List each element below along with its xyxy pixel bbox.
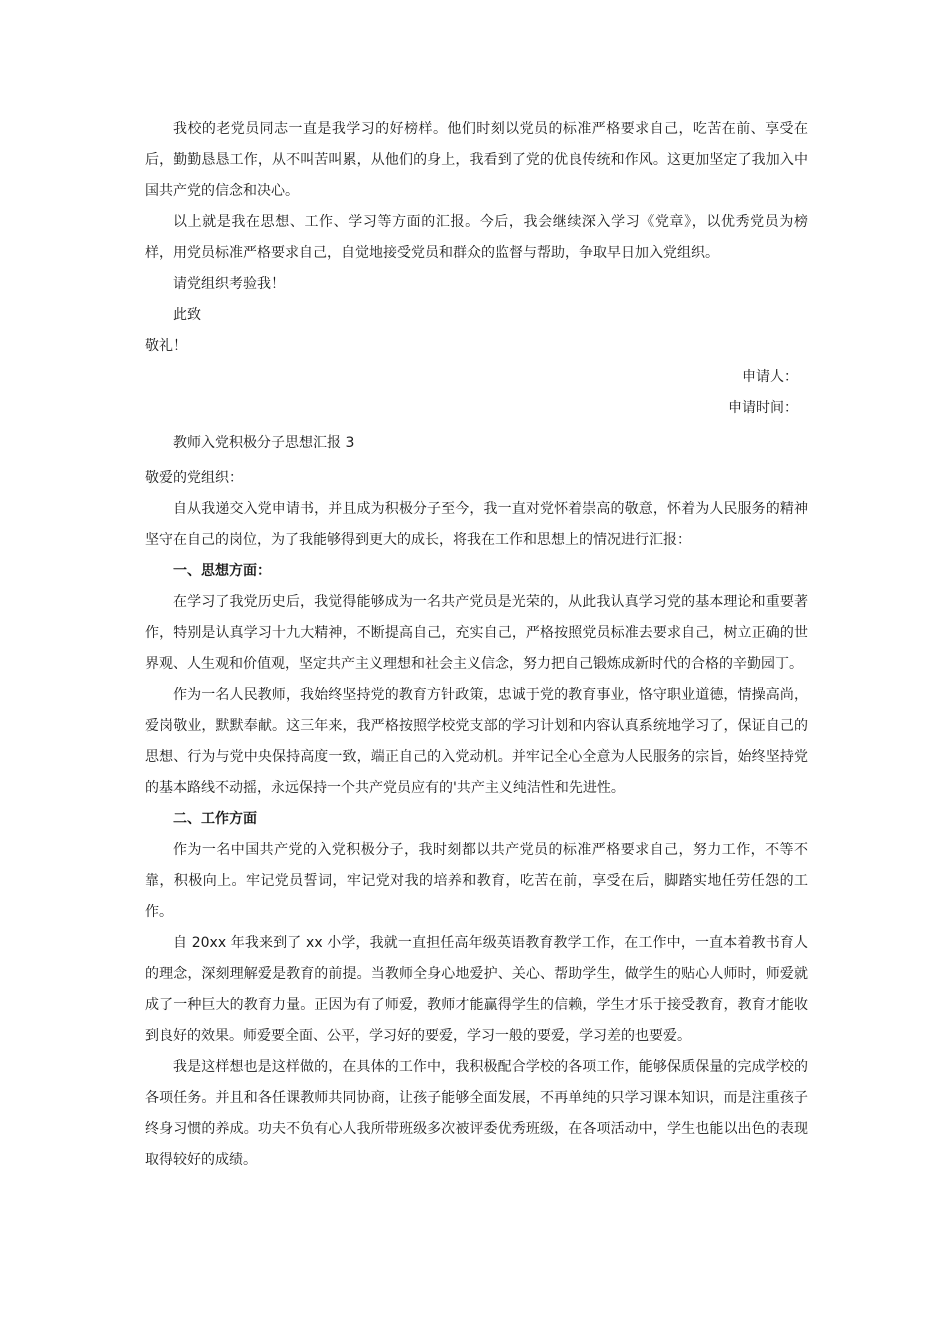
signature-date: 申请时间： [728, 400, 798, 416]
paragraph-work-3: 我是这样想也是这样做的，在具体的工作中，我积极配合学校的各项工作，能够保质保量的完成学校的各项任务。并且和各任课教师共同协商，让孩子能够全面发展，不再单纯的只学习课本知识，而是注重孩子终身习惯的养成。功夫不负有心人我所带班级多次被评委优秀班级，在各项活动中，学生也能以出色的表现取得较好的成绩。 [145, 1059, 808, 1168]
signature-applicant: 申请人： [742, 369, 798, 385]
paragraph-work-1: 作为一名中国共产党的入党积极分子，我时刻都以共产党员的标准严格要求自己，努力工作，不等不靠，积极向上。牢记党员誓词，牢记党对我的培养和教育，吃苦在前，享受在后，脚踏实地任劳任怨的工作。 [145, 842, 808, 920]
paragraph-thought-1: 在学习了我党历史后，我觉得能够成为一名共产党员是光荣的，从此我认真学习党的基本理论和重要著作，特别是认真学习十九大精神，不断提高自己，充实自己，严格按照党员标准去要求自己，树立正确的世界观、人生观和价值观，坚定共产主义理想和社会主义信念，努力把自己锻炼成新时代的合格的辛勤园丁。 [145, 594, 808, 672]
section-heading-thought: 一、思想方面： [173, 563, 271, 579]
report-title: 教师入党积极分子思想汇报 3 [173, 435, 355, 451]
document-page [145, 114, 808, 1176]
salutation: 敬爱的党组织： [145, 470, 243, 486]
section-heading-work: 二、工作方面 [173, 811, 257, 827]
paragraph-intro: 自从我递交入党申请书，并且成为积极分子至今，我一直对党怀着崇高的敬意，怀着为人民服务的精神坚守在自己的岗位，为了我能够得到更大的成长，将我在工作和思想上的情况进行汇报： [145, 501, 808, 548]
paragraph-work-2: 自 20xx 年我来到了 xx 小学，我就一直担任高年级英语教育教学工作，在工作中，一直本着教书育人的理念，深刻理解爱是教育的前提。当教师全身心地爱护、关心、帮助学生，做学生的贴心人师时，师爱就成了一种巨大的教育力量。正因为有了师爱，教师才能赢得学生的信赖，学生才乐于接受教育，教育才能收到良好的效果。师爱要全面、公平，学习好的要爱，学习一般的要爱，学习差的也要爱。 [145, 935, 808, 1044]
paragraph-request-test: 请党组织考验我！ [173, 276, 285, 292]
paragraph-old-party-members: 我校的老党员同志一直是我学习的好榜样。他们时刻以党员的标准严格要求自己，吃苦在前、享受在后，勤勤恳恳工作，从不叫苦叫累，从他们的身上，我看到了党的优良传统和作风。这更加坚定了我加入中国共产党的信念和决心。 [145, 121, 808, 199]
paragraph-summary: 以上就是我在思想、工作、学习等方面的汇报。今后，我会继续深入学习《党章》，以优秀党员为榜样，用党员标准严格要求自己，自觉地接受党员和群众的监督与帮助，争取早日加入党组织。 [145, 214, 808, 261]
paragraph-thought-2: 作为一名人民教师，我始终坚持党的教育方针政策，忠诚于党的教育事业，恪守职业道德，情操高尚，爱岗敬业，默默奉献。这三年来，我严格按照学校党支部的学习计划和内容认真系统地学习了，保证自己的思想、行为与党中央保持高度一致，端正自己的入党动机。并牢记全心全意为人民服务的宗旨，始终坚持党的基本路线不动摇，永远保持一个共产党员应有的'共产主义纯洁性和先进性。 [145, 687, 808, 796]
closing-jingli: 敬礼！ [145, 338, 187, 354]
closing-cizhi: 此致 [173, 307, 201, 323]
